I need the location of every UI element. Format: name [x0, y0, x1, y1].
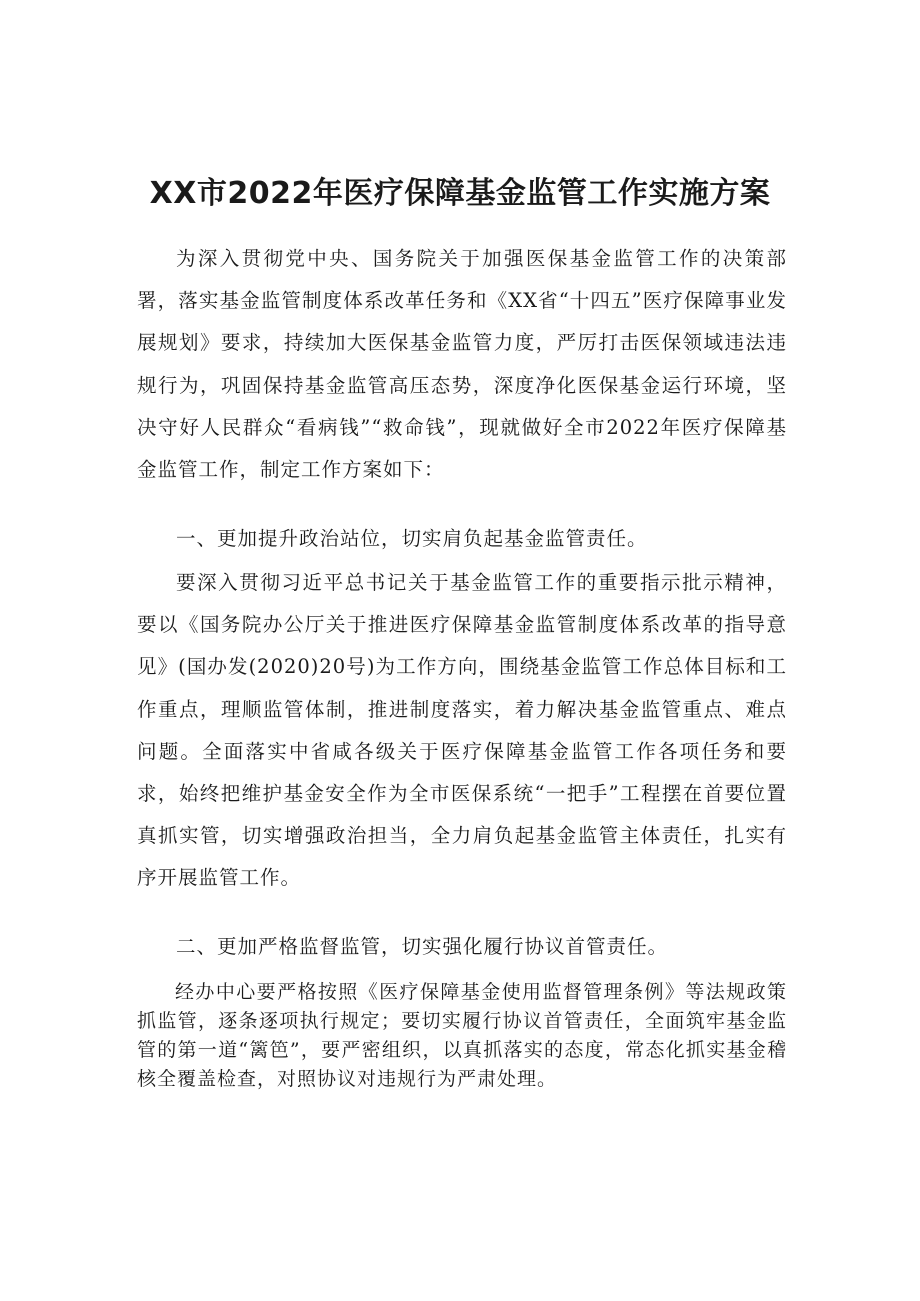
intro-paragraph: 为深入贯彻党中央、国务院关于加强医保基金监管工作的决策部署，落实基金监管制度体系改革任务和《XX省“十四五”医疗保障事业发展规划》要求，持续加大医保基金监管力度，严厉打击医保领域违法违规行为，巩固保持基金监管高压态势，深度净化医保基金运行环境，坚决守好人民群众“看病钱”“救命钱”，现就做好全市2022年医疗保障基金监管工作，制定工作方案如下： [137, 247, 787, 482]
section-heading-1: 一、更加提升政治站位，切实肩负起基金监管责任。 [176, 527, 648, 550]
section-heading-2: 二、更加严格监督监管，切实强化履行协议首管责任。 [176, 935, 669, 958]
section-paragraph-2: 经办中心要严格按照《医疗保障基金使用监督管理条例》等法规政策抓监管，逐条逐项执行规定；要切实履行协议首管责任，全面筑牢基金监管的第一道“篱笆”，要严密组织，以真抓落实的态度，常态化抓实基金稽核全覆盖检查，对照协议对违规行为严肃处理。 [137, 981, 787, 1090]
document-title: XX市2022年医疗保障基金监管工作实施方案 [149, 176, 771, 211]
section-paragraph-1: 要深入贯彻习近平总书记关于基金监管工作的重要指示批示精神，要以《国务院办公厅关于推进医疗保障基金监管制度体系改革的指导意见》(国办发(2020)20号)为工作方向，围绕基金监管工作总体目标和工作重点，理顺监管体制，推进制度落实，着力解决基金监管重点、难点问题。全面落实中省咸各级关于医疗保障基金监管工作各项任务和要求，始终把维护基金安全作为全市医保系统“一把手”工程摆在首要位置真抓实管，切实增强政治担当，全力肩负起基金监管主体责任，扎实有序开展监管工作。 [137, 571, 787, 890]
